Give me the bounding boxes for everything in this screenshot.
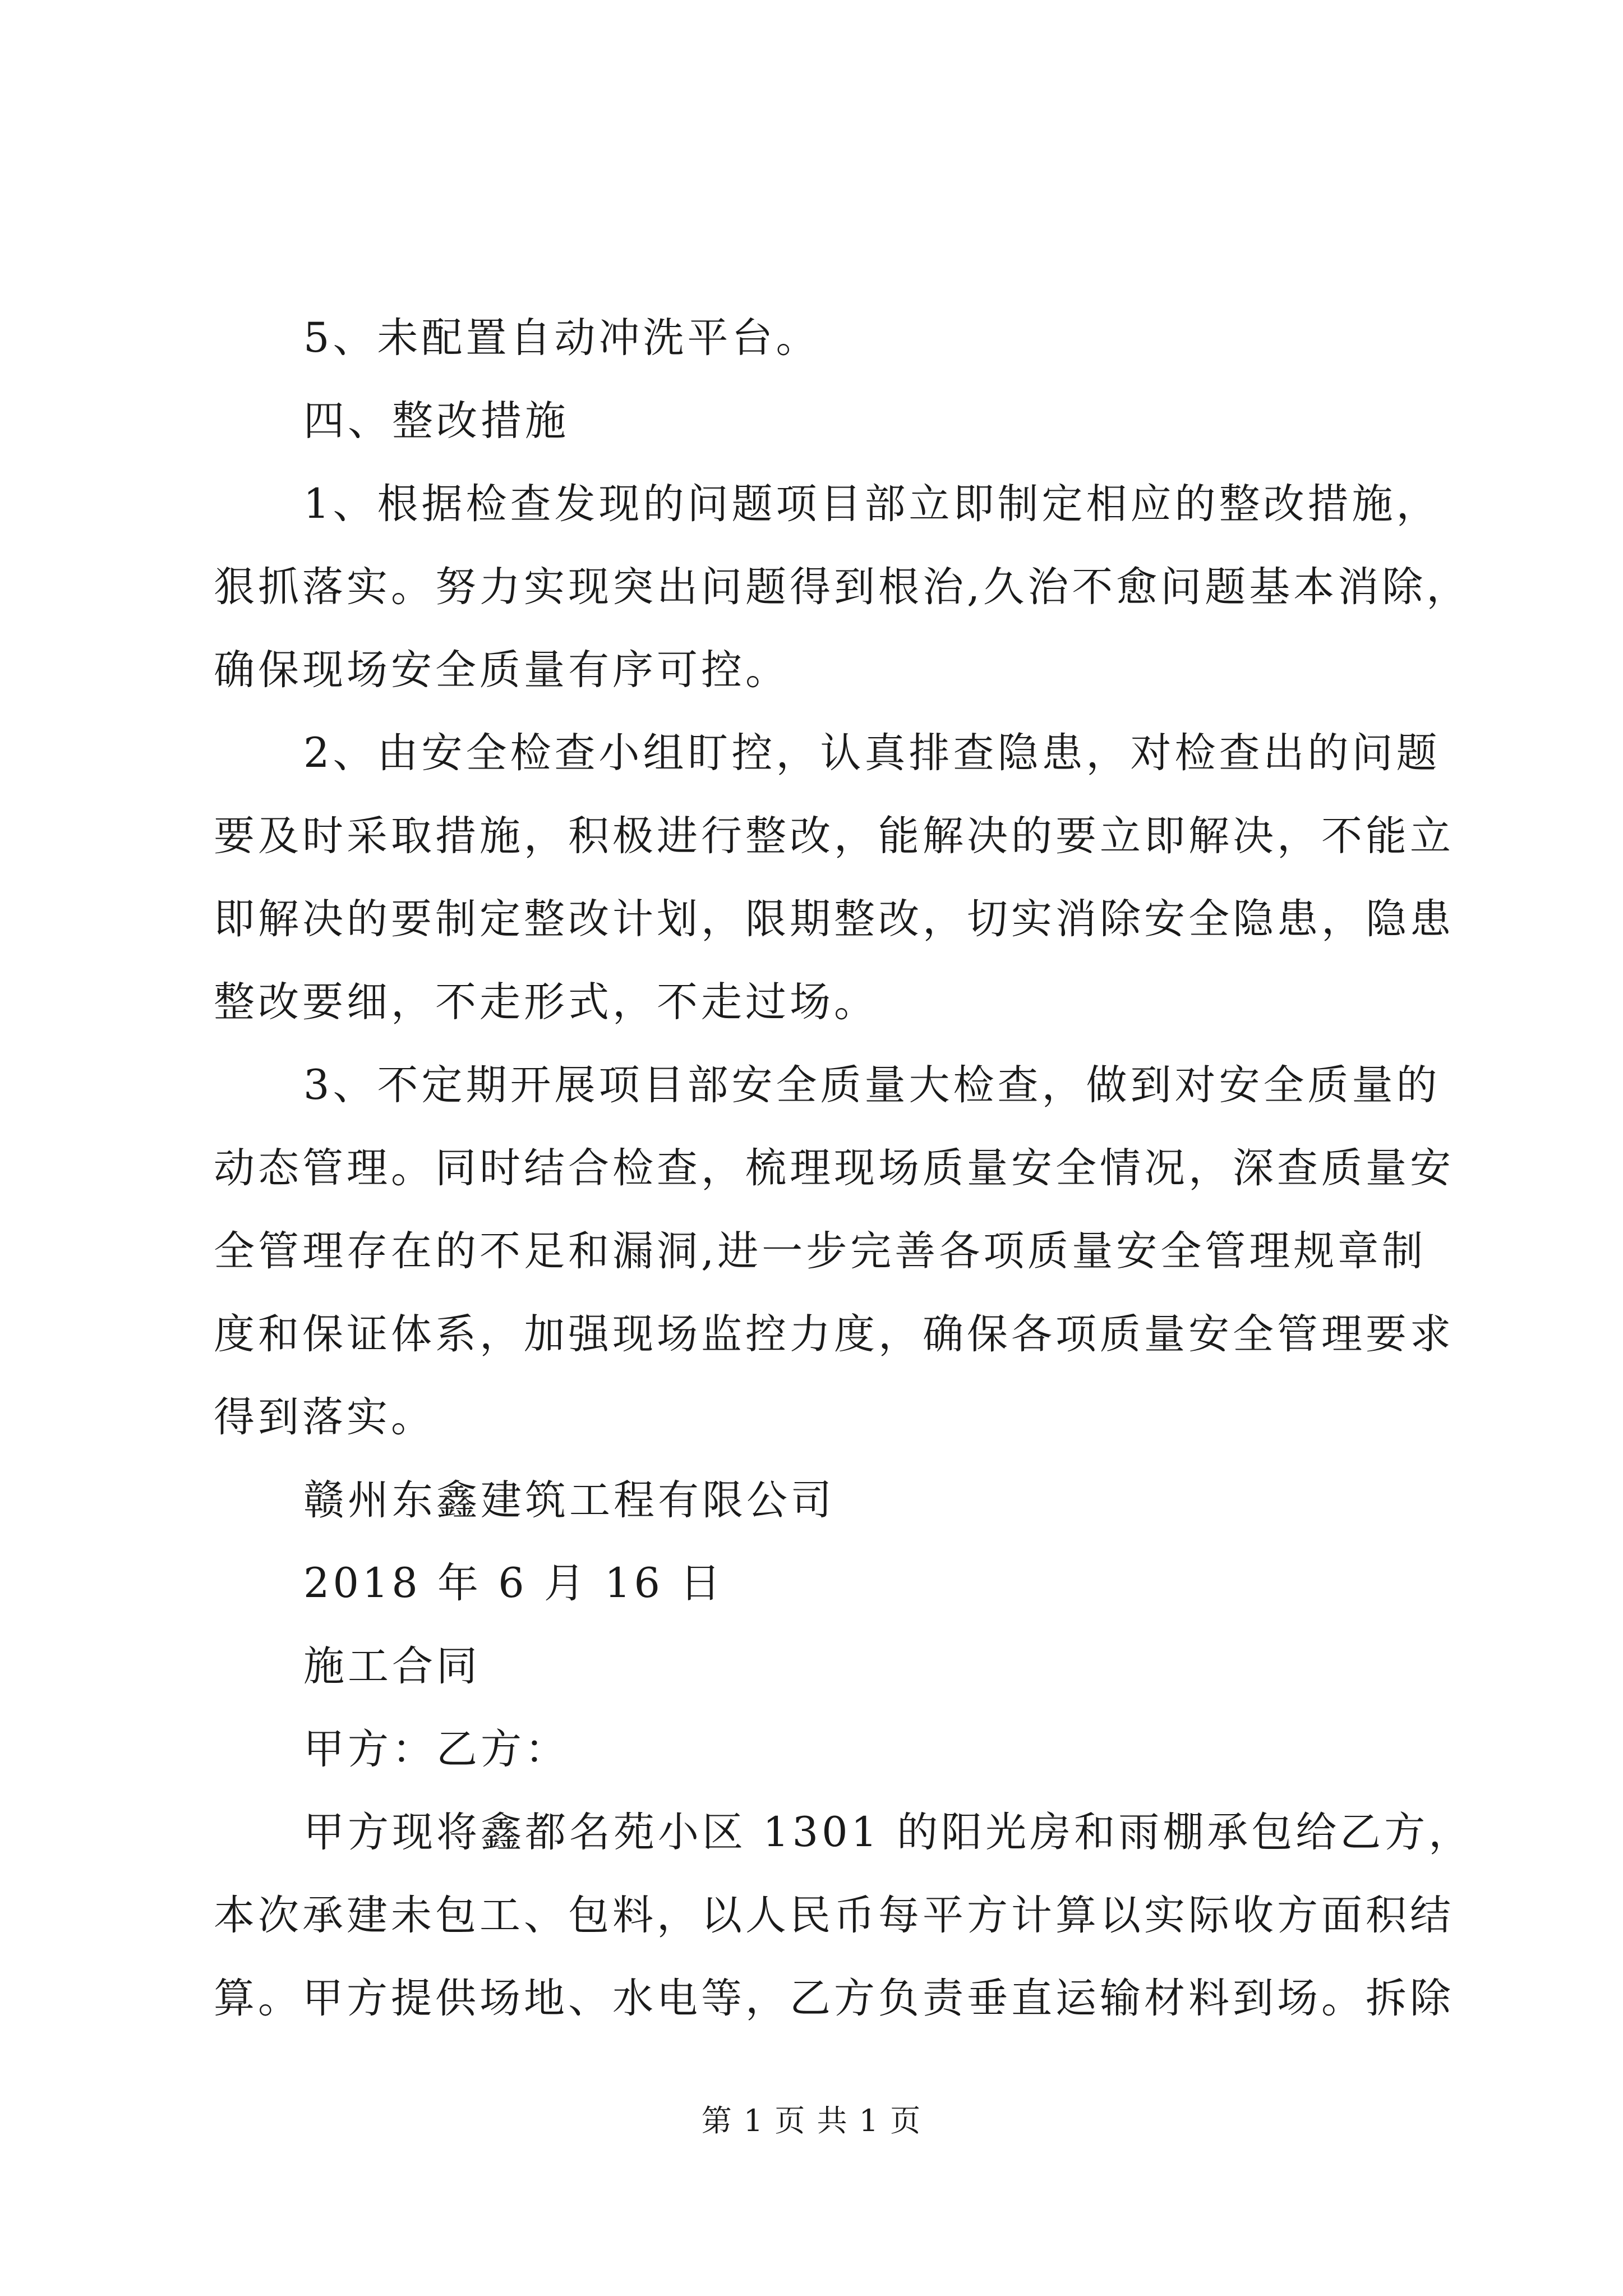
paragraph-line: 算。甲方提供场地、水电等，乙方负责垂直运输材料到场。拆除 (214, 1975, 1454, 2022)
section-heading: 四、整改措施 (303, 397, 569, 445)
paragraph-line: 要及时采取措施，积极进行整改，能解决的要立即解决，不能立 (214, 812, 1454, 860)
paragraph-line: 度和保证体系，加强现场监控力度，确保各项质量安全管理要求 (214, 1310, 1454, 1358)
date-line: 2018 年 6 月 16 日 (303, 1559, 725, 1607)
paragraph-line: 整改要细，不走形式，不走过场。 (214, 978, 878, 1026)
parties-line: 甲方：乙方： (303, 1726, 569, 1773)
paragraph-line: 2、由安全检查小组盯控，认真排查隐患，对检查出的问题 (303, 729, 1441, 777)
paragraph-line: 确保现场安全质量有序可控。 (214, 646, 790, 694)
paragraph-line: 狠抓落实。努力实现突出问题得到根治,久治不愈问题基本消除， (214, 563, 1471, 611)
paragraph-line: 得到落实。 (214, 1393, 435, 1441)
company-name: 赣州东鑫建筑工程有限公司 (303, 1476, 835, 1524)
paragraph-line: 5、未配置自动冲洗平台。 (303, 314, 820, 362)
paragraph-line: 甲方现将鑫都名苑小区 1301 的阳光房和雨棚承包给乙方， (303, 1809, 1473, 1856)
contract-title: 施工合同 (303, 1642, 481, 1690)
paragraph-line: 本次承建未包工、包料，以人民币每平方计算以实际收方面积结 (214, 1892, 1454, 1939)
paragraph-line: 1、根据检查发现的问题项目部立即制定相应的整改措施， (303, 480, 1441, 528)
paragraph-line: 即解决的要制定整改计划，限期整改，切实消除安全隐患，隐患 (214, 895, 1454, 943)
paragraph-line: 动态管理。同时结合检查，梳理现场质量安全情况，深查质量安 (214, 1144, 1454, 1192)
page-number-footer: 第 1 页 共 1 页 (701, 2103, 922, 2138)
paragraph-line: 3、不定期开展项目部安全质量大检查，做到对安全质量的 (303, 1061, 1441, 1109)
paragraph-line: 全管理存在的不足和漏洞,进一步完善各项质量安全管理规章制 (214, 1227, 1427, 1275)
